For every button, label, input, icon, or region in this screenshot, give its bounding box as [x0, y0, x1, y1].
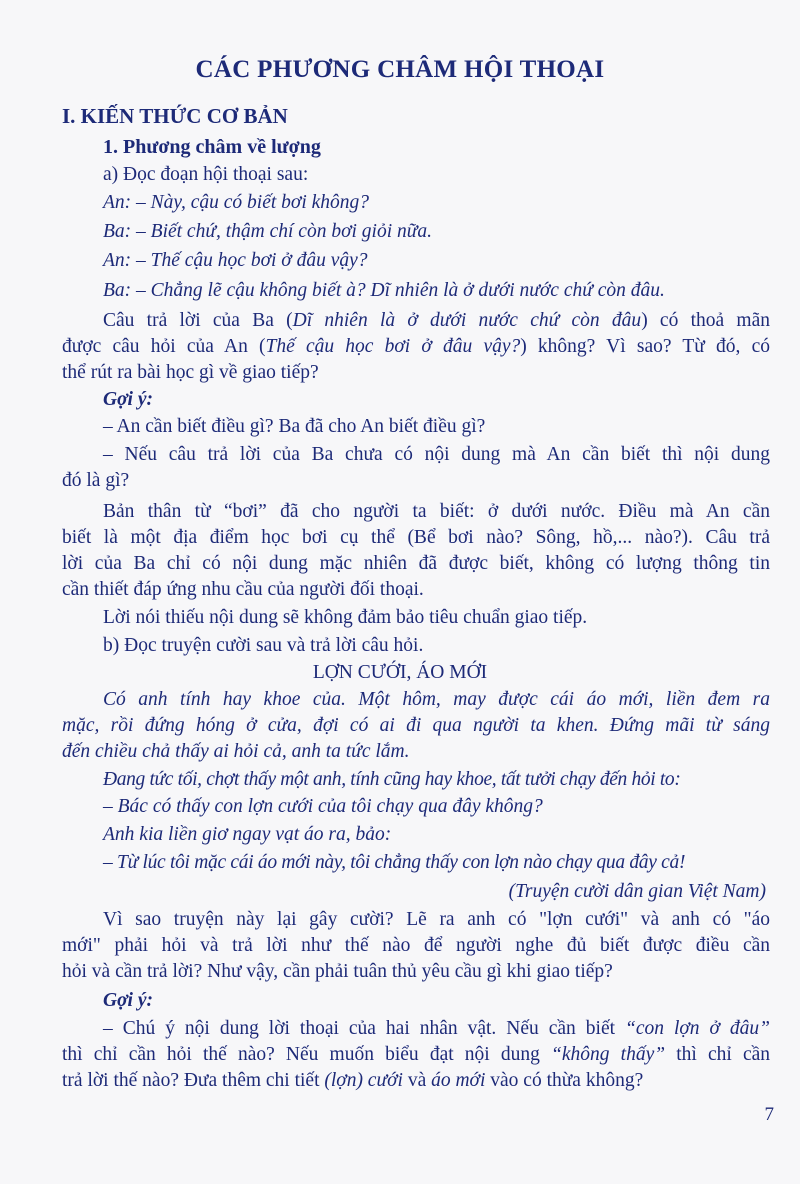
hint-colon: : [146, 389, 153, 410]
italic-run: (lợn) cưới [324, 1070, 403, 1091]
text-run: thì chỉ cần hỏi thế nào? Nếu muốn biểu đạt nội dung [62, 1044, 552, 1065]
dialogue-line: Ba: – Chẳng lẽ cậu không biết à? Dĩ nhiên là ở dưới nước chứ còn đâu. [103, 280, 665, 301]
page-title: CÁC PHƯƠNG CHÂM HỘI THOẠI [195, 56, 605, 83]
text-run: ) không? Vì sao? Từ đó, có [520, 336, 770, 357]
explanation-line: lời của Ba chỉ có nội dung mặc nhiên đã được biết, không có lượng thông tin [62, 553, 770, 574]
question-a-line [103, 308, 770, 334]
text-run: và [402, 1070, 432, 1091]
text-run: trả lời thế nào? Đưa thêm chi tiết [62, 1070, 325, 1091]
text-run: được câu hỏi của An ( [62, 336, 266, 357]
part-b-instruction: b) Đọc truyện cười sau và trả lời câu hỏi. [103, 635, 424, 656]
hint-label [103, 387, 770, 413]
italic-run: “con lợn ở đâu” [625, 1018, 771, 1039]
story-line: Anh kia liền giơ ngay vạt áo ra, bảo: [103, 824, 392, 845]
text-run: vào có thừa không? [485, 1070, 644, 1091]
story-line: Có anh tính hay khoe của. Một hôm, may được cái áo mới, liền đem ra [103, 689, 770, 710]
hint-b-line [62, 1042, 770, 1068]
question-b-line: hỏi và cần trả lời? Như vậy, cần phải tuân thủ yêu cầu gì khi giao tiếp? [62, 961, 613, 982]
hint-bullet: – Nếu câu trả lời của Ba chưa có nội dung mà An cần biết thì nội dung [103, 444, 770, 465]
hint-bullet: – An cần biết điều gì? Ba đã cho An biết điều gì? [103, 416, 486, 437]
section-heading: I. KIẾN THỨC CƠ BẢN [62, 104, 288, 128]
text-run: thì chỉ cần [665, 1044, 771, 1065]
italic-run: áo mới [431, 1070, 486, 1091]
italic-run: Dĩ nhiên là ở dưới nước chứ còn đâu [292, 310, 642, 331]
explanation-line: cần thiết đáp ứng nhu cầu của người đối thoại. [62, 579, 424, 600]
italic-run: Thế cậu học bơi ở đâu vậy? [265, 336, 521, 357]
story-title: LỢN CƯỚI, ÁO MỚI [312, 662, 488, 683]
hint-label-text: Gợi ý [103, 389, 147, 410]
hint-bullet-continued: đó là gì? [62, 470, 130, 491]
explanation-line: biết là một địa điểm học bơi cụ thể (Bể bơi nào? Sông, hồ,... nào?). Câu trả [62, 527, 770, 548]
page-number: 7 [764, 1104, 774, 1125]
dialogue-line: An: – Này, cậu có biết bơi không? [103, 192, 370, 213]
hint-label [103, 988, 770, 1014]
explanation-line: Bản thân từ “bơi” đã cho người ta biết: ở dưới nước. Điều mà An cần [103, 501, 770, 522]
subsection-heading: 1. Phương châm về lượng [103, 136, 321, 158]
hint-b-line [62, 1068, 770, 1094]
story-line: đến chiều chả thấy ai hỏi cả, anh ta tức lắm. [62, 741, 410, 762]
italic-run: “không thấy” [551, 1044, 666, 1065]
dialogue-line: Ba: – Biết chứ, thậm chí còn bơi giỏi nữa. [103, 221, 432, 242]
story-line: – Từ lúc tôi mặc cái áo mới này, tôi chẳng thấy con lợn nào chạy qua đây cả! [103, 852, 686, 873]
text-run: ) có thoả mãn [641, 310, 770, 331]
story-line: Đang tức tối, chợt thấy một anh, tính cũng hay khoe, tất tưởi chạy đến hỏi to: [103, 769, 681, 790]
text-run: Câu trả lời của Ba ( [103, 310, 293, 331]
conclusion-line: Lời nói thiếu nội dung sẽ không đảm bảo tiêu chuẩn giao tiếp. [103, 607, 588, 628]
story-source: (Truyện cười dân gian Việt Nam) [508, 881, 766, 902]
story-line: mặc, rồi đứng hóng ở cửa, đợi có ai đi qua người ta khen. Đứng mãi từ sáng [62, 715, 770, 736]
hint-colon: : [146, 990, 153, 1011]
part-a-instruction: a) Đọc đoạn hội thoại sau: [103, 164, 309, 185]
story-line: – Bác có thấy con lợn cưới của tôi chạy qua đây không? [103, 796, 543, 817]
question-a-line: thể rút ra bài học gì về giao tiếp? [62, 362, 319, 383]
question-b-line: Vì sao truyện này lại gây cười? Lẽ ra anh có "lợn cưới" và anh có "áo [103, 909, 770, 930]
dialogue-line: An: – Thế cậu học bơi ở đâu vậy? [103, 250, 368, 271]
hint-label-text: Gợi ý [103, 990, 147, 1011]
text-run: – Chú ý nội dung lời thoại của hai nhân vật. Nếu cần biết [103, 1018, 625, 1039]
question-b-line: mới" phải hỏi và trả lời như thế nào để người nghe đủ biết được điều cần [62, 935, 770, 956]
hint-b-line [103, 1016, 770, 1042]
question-a-line [62, 334, 770, 360]
